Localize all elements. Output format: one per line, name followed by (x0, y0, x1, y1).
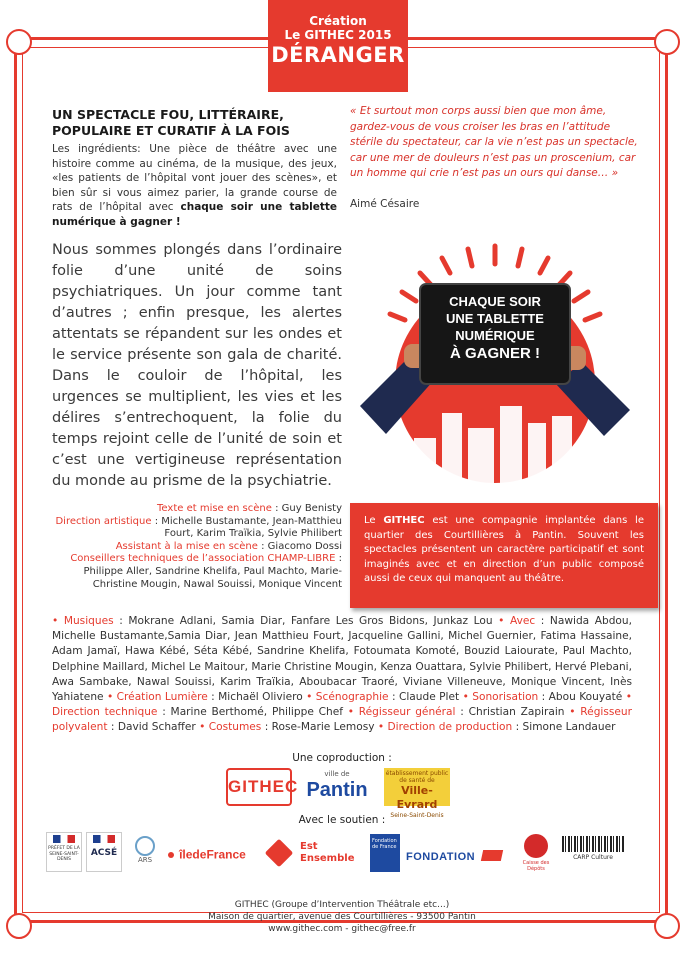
githec-logo-text: GITHEC (228, 777, 299, 796)
ville-evrard-logo-small: établissement public de santé de (385, 770, 449, 784)
french-flag-icon (53, 835, 75, 843)
quote-author: Aimé Césaire (350, 198, 420, 210)
banner-title: DÉRANGER (271, 43, 405, 67)
banner-githec-year: Le GITHEC 2015 (284, 28, 392, 42)
credit-label: Direction artistique (55, 515, 152, 527)
ars-logo-text: ARS (137, 856, 153, 864)
cast-label: • Régisseur polyvalent (52, 706, 632, 734)
cast-label: • Création Lumière (106, 691, 208, 704)
fondation-logo (406, 845, 506, 861)
banner-creation: Création (309, 14, 367, 28)
tablet-illustration (350, 238, 640, 498)
synopsis-paragraph: Nous sommes plongés dans l’ordinaire folie d’une unité de soins psychiatriques. Un jour comme tant d’autres ; enfin presque, les alertes attentats se répandent sur les ondes et le service présente son gala de charité. Dans le couloir de l’hôpital, les urgences se multiplient, les vies et les délires s’entrechoquent, la folie du temps rejoint celle de l’unité de soin et c’est une vertigineuse représentation du monde au prisme de la psychiatrie. (52, 242, 342, 489)
footer-contact[interactable]: www.githec.com - githec@free.fr (268, 924, 416, 934)
prefet-logo-text: PRÉFET DE LA SEINE-SAINT-DENIS (48, 846, 80, 862)
credit-conseillers (52, 553, 342, 591)
intro-bold: chaque soir une tablette numérique à gagner ! (52, 201, 337, 228)
cast-value: : Rose-Marie Lemosy (261, 721, 378, 734)
cast-label: • Costumes (199, 721, 262, 734)
intro-text: Les ingrédients: Une pièce de théâtre avec une histoire comme au cinéma, de la musique, des jeux, «les patients de l’hôpital vont jouer des scènes», et bien sûr si vous aimez parier, la grande course de rats de l’hôpital avec (52, 143, 337, 213)
est-ensemble-diamond-icon (265, 839, 294, 868)
credits-block (52, 503, 342, 591)
frame-corner-ornament (6, 29, 32, 55)
acse-logo (86, 832, 122, 872)
tablet-line-3: NUMÉRIQUE (455, 328, 535, 343)
ville-evrard-logo-text: Ville-Evrard (396, 784, 438, 811)
intro-paragraph (52, 142, 337, 229)
headline: UN SPECTACLE FOU, LITTÉRAIRE, POPULAIRE ET CURATIF À LA FOIS (52, 107, 290, 138)
credit-value: : Philippe Aller, Sandrine Khelifa, Paul Machto, Marie-Christine Mougin, Nawal Souissi, Monique Vincent (83, 553, 342, 590)
cast-value: : Abou Kouyaté (538, 691, 626, 704)
credit-value: : Giacomo Dossi (257, 540, 342, 552)
cast-value: : David Schaffer (107, 721, 200, 734)
pantin-logo (300, 770, 374, 806)
pantin-logo-small: ville de (324, 770, 350, 778)
credit-label: Conseillers techniques de l’association CHAMP-LIBRE (70, 553, 336, 565)
iledefrance-logo (168, 844, 260, 862)
fondation-logo-text: FONDATION (406, 851, 476, 863)
dot-icon (168, 852, 174, 858)
coproduction-title: Une coproduction : (292, 752, 392, 764)
credit-direction (52, 516, 342, 541)
french-flag-icon (93, 835, 115, 843)
githec-logo (226, 768, 299, 806)
cast-and-crew (52, 614, 632, 736)
credit-label: Texte et mise en scène (157, 503, 272, 514)
cast-value: : Simone Landauer (512, 721, 616, 734)
cast-label: • Régisseur général (347, 706, 456, 719)
cast-label: • Musiques (52, 615, 114, 627)
est-ensemble-logo-text: Est Ensemble (300, 841, 355, 864)
cast-value: : Marine Berthomé, Philippe Chef (157, 706, 348, 719)
caisse-depots-circle-icon (524, 834, 548, 858)
cast-value: : Claude Plet (388, 691, 463, 704)
credit-value: : Michelle Bustamante, Jean-Matthieu Fourt, Karim Traïkia, Sylvie Philibert (151, 515, 342, 540)
carp-culture-logo-text: CARP Culture (573, 854, 613, 861)
credit-assistant (52, 541, 342, 554)
tablet-line-1: CHAQUE SOIR (449, 294, 541, 309)
iledefrance-logo-text: îledeFrance (179, 847, 246, 862)
caisse-depots-logo (516, 834, 556, 872)
info-text: est une compagnie implantée dans le quartier des Courtillières à Pantin. Souvent les spectacles présentent un caractère participatif et sont imaginés avec et en direction d’un public composé aussi de ceux qui manquent au théâtre. (364, 515, 644, 584)
tablet-line-2: UNE TABLETTE (446, 311, 544, 326)
cast-value: : Christian Zapirain (455, 706, 570, 719)
ville-evrard-logo (384, 768, 450, 819)
acse-logo-text: ACSÉ (90, 848, 118, 858)
ville-evrard-logo-sub: Seine-Saint-Denis (390, 812, 444, 819)
cast-label: • Scénographie (306, 691, 389, 704)
title-banner (268, 0, 408, 92)
ars-logo (128, 834, 162, 872)
fondation-de-france-logo-text: Fondation de France (372, 838, 397, 850)
cast-label: • Direction technique (52, 691, 632, 719)
frame-corner-ornament (654, 29, 680, 55)
fondation-badge-icon (481, 850, 503, 861)
pantin-logo-text: Pantin (306, 779, 368, 801)
tablet-line-4: À GAGNER ! (450, 345, 540, 362)
credit-text (52, 503, 342, 516)
carp-culture-logo (562, 836, 624, 870)
cast-value: : Nawida Abdou, Michelle Bustamante,Samia Diar, Jean Matthieu Fourt, Jacqueline Gallini, Michel Guernier, Fatima Hassaine, Adam Jamaï, Hawa Kébé, Séta Kébé, Sandrine Khelifa, Fotoumata Komoté, Bouzid Laiourate, Paul Machto, Delphine Maillard, Michel Le Maitour, Marie Christine Mougin, Kenza Ouattara, Sylvie Philibert, Hervé Plebani, Awa Sambake, Nawal Souissi, Karim Traïkia, Aboubacar Traoré, Viviane Villeneuve, Monique Vincent, Inès Yahiatene (52, 615, 632, 704)
cast-value: : Michaël Oliviero (207, 691, 307, 704)
footer-org: GITHEC (Groupe d’Intervention Théâtrale etc...) (234, 900, 450, 910)
barcode-icon (562, 836, 624, 852)
githec-info-box (350, 503, 658, 608)
cast-value: : Mokrane Adlani, Samia Diar, Fanfare Les Gros Bidons, Junkaz Lou (113, 615, 499, 627)
cesaire-quote: « Et surtout mon corps aussi bien que mon âme, gardez-vous de vous croiser les bras en l’attitude stérile du spectateur, car la vie n’est pas un spectacle, car une mer de douleurs n’est pas un proscenium, car un homme qui crie n’est pas un ours qui danse… » (350, 105, 638, 179)
credit-value: : Guy Benisty (271, 503, 342, 514)
footer-address: Maison de quartier, avenue des Courtillières - 93500 Pantin (208, 912, 476, 922)
info-githec: GITHEC (383, 515, 425, 526)
est-ensemble-logo (266, 836, 364, 870)
footer (0, 899, 684, 935)
cast-label: • Sonorisation (462, 691, 539, 704)
caisse-depots-logo-text: Caisse des Dépôts (522, 860, 550, 872)
fondation-de-france-logo (370, 834, 400, 872)
prefet-logo (46, 832, 82, 872)
info-pre: Le (364, 515, 384, 526)
cast-label: • Avec (498, 615, 536, 627)
credit-label: Assistant à la mise en scène (115, 540, 258, 552)
ars-circle-icon (135, 836, 155, 856)
cast-label: • Direction de production (377, 721, 513, 734)
soutien-title: Avec le soutien : (298, 814, 386, 826)
